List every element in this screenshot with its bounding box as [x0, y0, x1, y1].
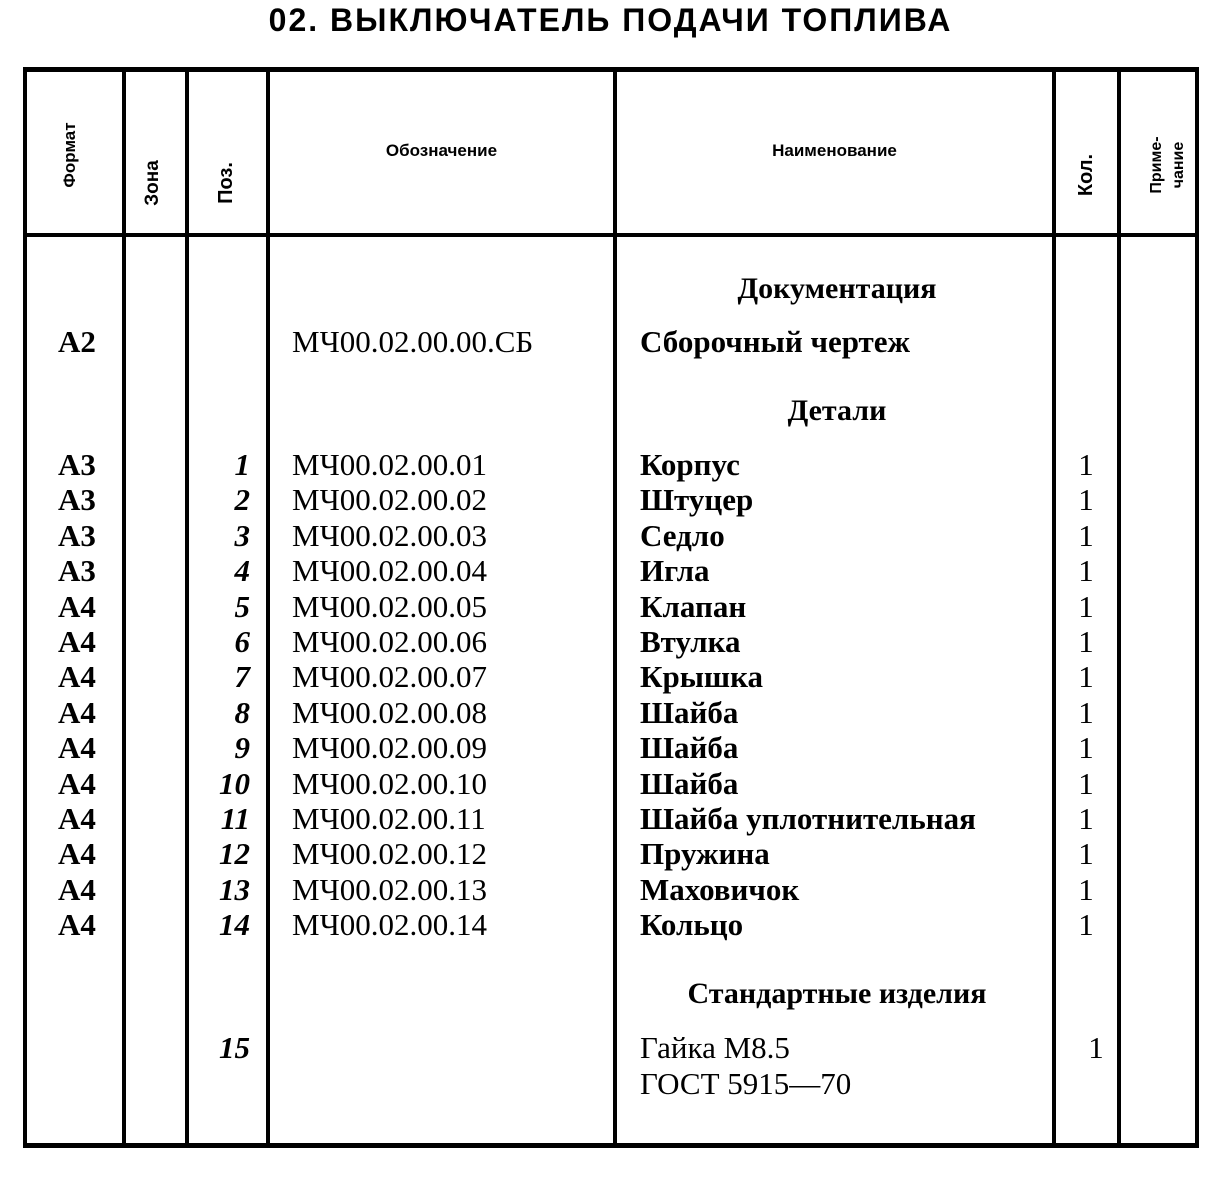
- part-qty: 1: [1078, 588, 1094, 624]
- header-note: Приме- чание: [1148, 136, 1187, 194]
- column-divider: [1117, 67, 1121, 1148]
- part-format: А3: [58, 553, 96, 589]
- part-name: Шайба: [640, 694, 739, 730]
- part-designation: МЧ00.02.00.06: [292, 624, 487, 659]
- part-format: А4: [58, 624, 96, 659]
- part-format: А4: [58, 765, 96, 801]
- standard-qty: 1: [1088, 1030, 1104, 1065]
- part-format: А4: [58, 730, 96, 766]
- part-name: Маховичок: [640, 871, 800, 907]
- part-designation: МЧ00.02.00.07: [292, 659, 487, 695]
- part-name: Пружина: [640, 836, 770, 872]
- part-qty: 1: [1078, 447, 1094, 482]
- part-qty: 1: [1078, 482, 1094, 518]
- part-qty: 1: [1078, 624, 1094, 659]
- column-divider: [613, 67, 617, 1148]
- part-designation: МЧ00.02.00.03: [292, 517, 487, 553]
- part-name: Шайба уплотнительная: [640, 801, 976, 836]
- header-pos: Поз.: [215, 162, 237, 204]
- section-parts: Детали: [787, 394, 887, 427]
- header-name: Наименование: [772, 141, 897, 160]
- header-qty: Кол.: [1075, 153, 1097, 197]
- part-pos: 1: [234, 447, 250, 482]
- part-format: А3: [58, 517, 96, 553]
- part-designation: МЧ00.02.00.01: [292, 447, 487, 482]
- part-qty: 1: [1078, 553, 1094, 589]
- part-qty: 1: [1078, 659, 1094, 695]
- part-designation: МЧ00.02.00.04: [292, 553, 487, 589]
- column-divider: [266, 67, 270, 1148]
- part-name: Седло: [640, 517, 725, 553]
- standard-name-line2: ГОСТ 5915—70: [640, 1066, 852, 1101]
- header-zone: Зона: [142, 160, 163, 206]
- part-pos: 14: [219, 907, 250, 943]
- part-format: А3: [58, 447, 96, 482]
- part-designation: МЧ00.02.00.08: [292, 694, 487, 730]
- part-format: А4: [58, 836, 96, 872]
- part-qty: 1: [1078, 765, 1094, 801]
- part-name: Втулка: [640, 624, 741, 659]
- part-qty: 1: [1078, 694, 1094, 730]
- part-name: Игла: [640, 553, 710, 589]
- standard-name-line1: Гайка М8.5: [640, 1030, 790, 1065]
- part-format: А4: [58, 588, 96, 624]
- part-qty: 1: [1078, 730, 1094, 766]
- section-documentation: Документация: [737, 272, 937, 305]
- part-qty: 1: [1078, 907, 1094, 943]
- part-qty: 1: [1078, 836, 1094, 872]
- part-designation: МЧ00.02.00.05: [292, 588, 487, 624]
- part-pos: 11: [220, 801, 250, 836]
- doc-name: Сборочный чертеж: [640, 324, 910, 359]
- part-format: А4: [58, 694, 96, 730]
- part-format: А4: [58, 659, 96, 695]
- part-format: А3: [58, 482, 96, 518]
- part-pos: 7: [234, 659, 250, 695]
- part-format: А4: [58, 871, 96, 907]
- part-pos: 2: [234, 482, 250, 518]
- part-designation: МЧ00.02.00.02: [292, 482, 487, 518]
- part-format: А4: [58, 801, 96, 836]
- part-pos: 13: [219, 871, 250, 907]
- part-designation: МЧ00.02.00.13: [292, 871, 487, 907]
- part-designation: МЧ00.02.00.10: [292, 765, 487, 801]
- section-standard: Стандартные изделия: [687, 977, 987, 1010]
- part-qty: 1: [1078, 517, 1094, 553]
- part-designation: МЧ00.02.00.14: [292, 907, 487, 943]
- part-pos: 3: [234, 517, 250, 553]
- column-divider: [185, 67, 189, 1148]
- part-pos: 9: [234, 730, 250, 766]
- part-pos: 8: [234, 694, 250, 730]
- part-pos: 5: [234, 588, 250, 624]
- part-name: Кольцо: [640, 907, 744, 943]
- part-pos: 10: [219, 765, 250, 801]
- part-pos: 4: [234, 553, 250, 589]
- part-designation: МЧ00.02.00.09: [292, 730, 487, 766]
- header-designation: Обозначение: [385, 141, 498, 160]
- part-name: Корпус: [640, 447, 740, 482]
- part-pos: 6: [234, 624, 250, 659]
- part-name: Шайба: [640, 765, 739, 801]
- part-name: Крышка: [640, 659, 763, 695]
- standard-pos: 15: [219, 1030, 250, 1065]
- part-format: А4: [58, 907, 96, 943]
- part-name: Шайба: [640, 730, 739, 766]
- part-qty: 1: [1078, 801, 1094, 836]
- part-designation: МЧ00.02.00.12: [292, 836, 487, 872]
- doc-designation: МЧ00.02.00.00.СБ: [292, 324, 534, 359]
- page-title: 02. ВЫКЛЮЧАТЕЛЬ ПОДАЧИ ТОПЛИВА: [268, 2, 953, 38]
- part-pos: 12: [219, 836, 250, 872]
- part-name: Штуцер: [640, 482, 754, 518]
- part-name: Клапан: [640, 588, 747, 624]
- header-divider: [23, 233, 1199, 237]
- header-format: Формат: [60, 122, 79, 188]
- doc-format: А2: [58, 324, 96, 359]
- part-designation: МЧ00.02.00.11: [292, 801, 486, 836]
- part-qty: 1: [1078, 871, 1094, 907]
